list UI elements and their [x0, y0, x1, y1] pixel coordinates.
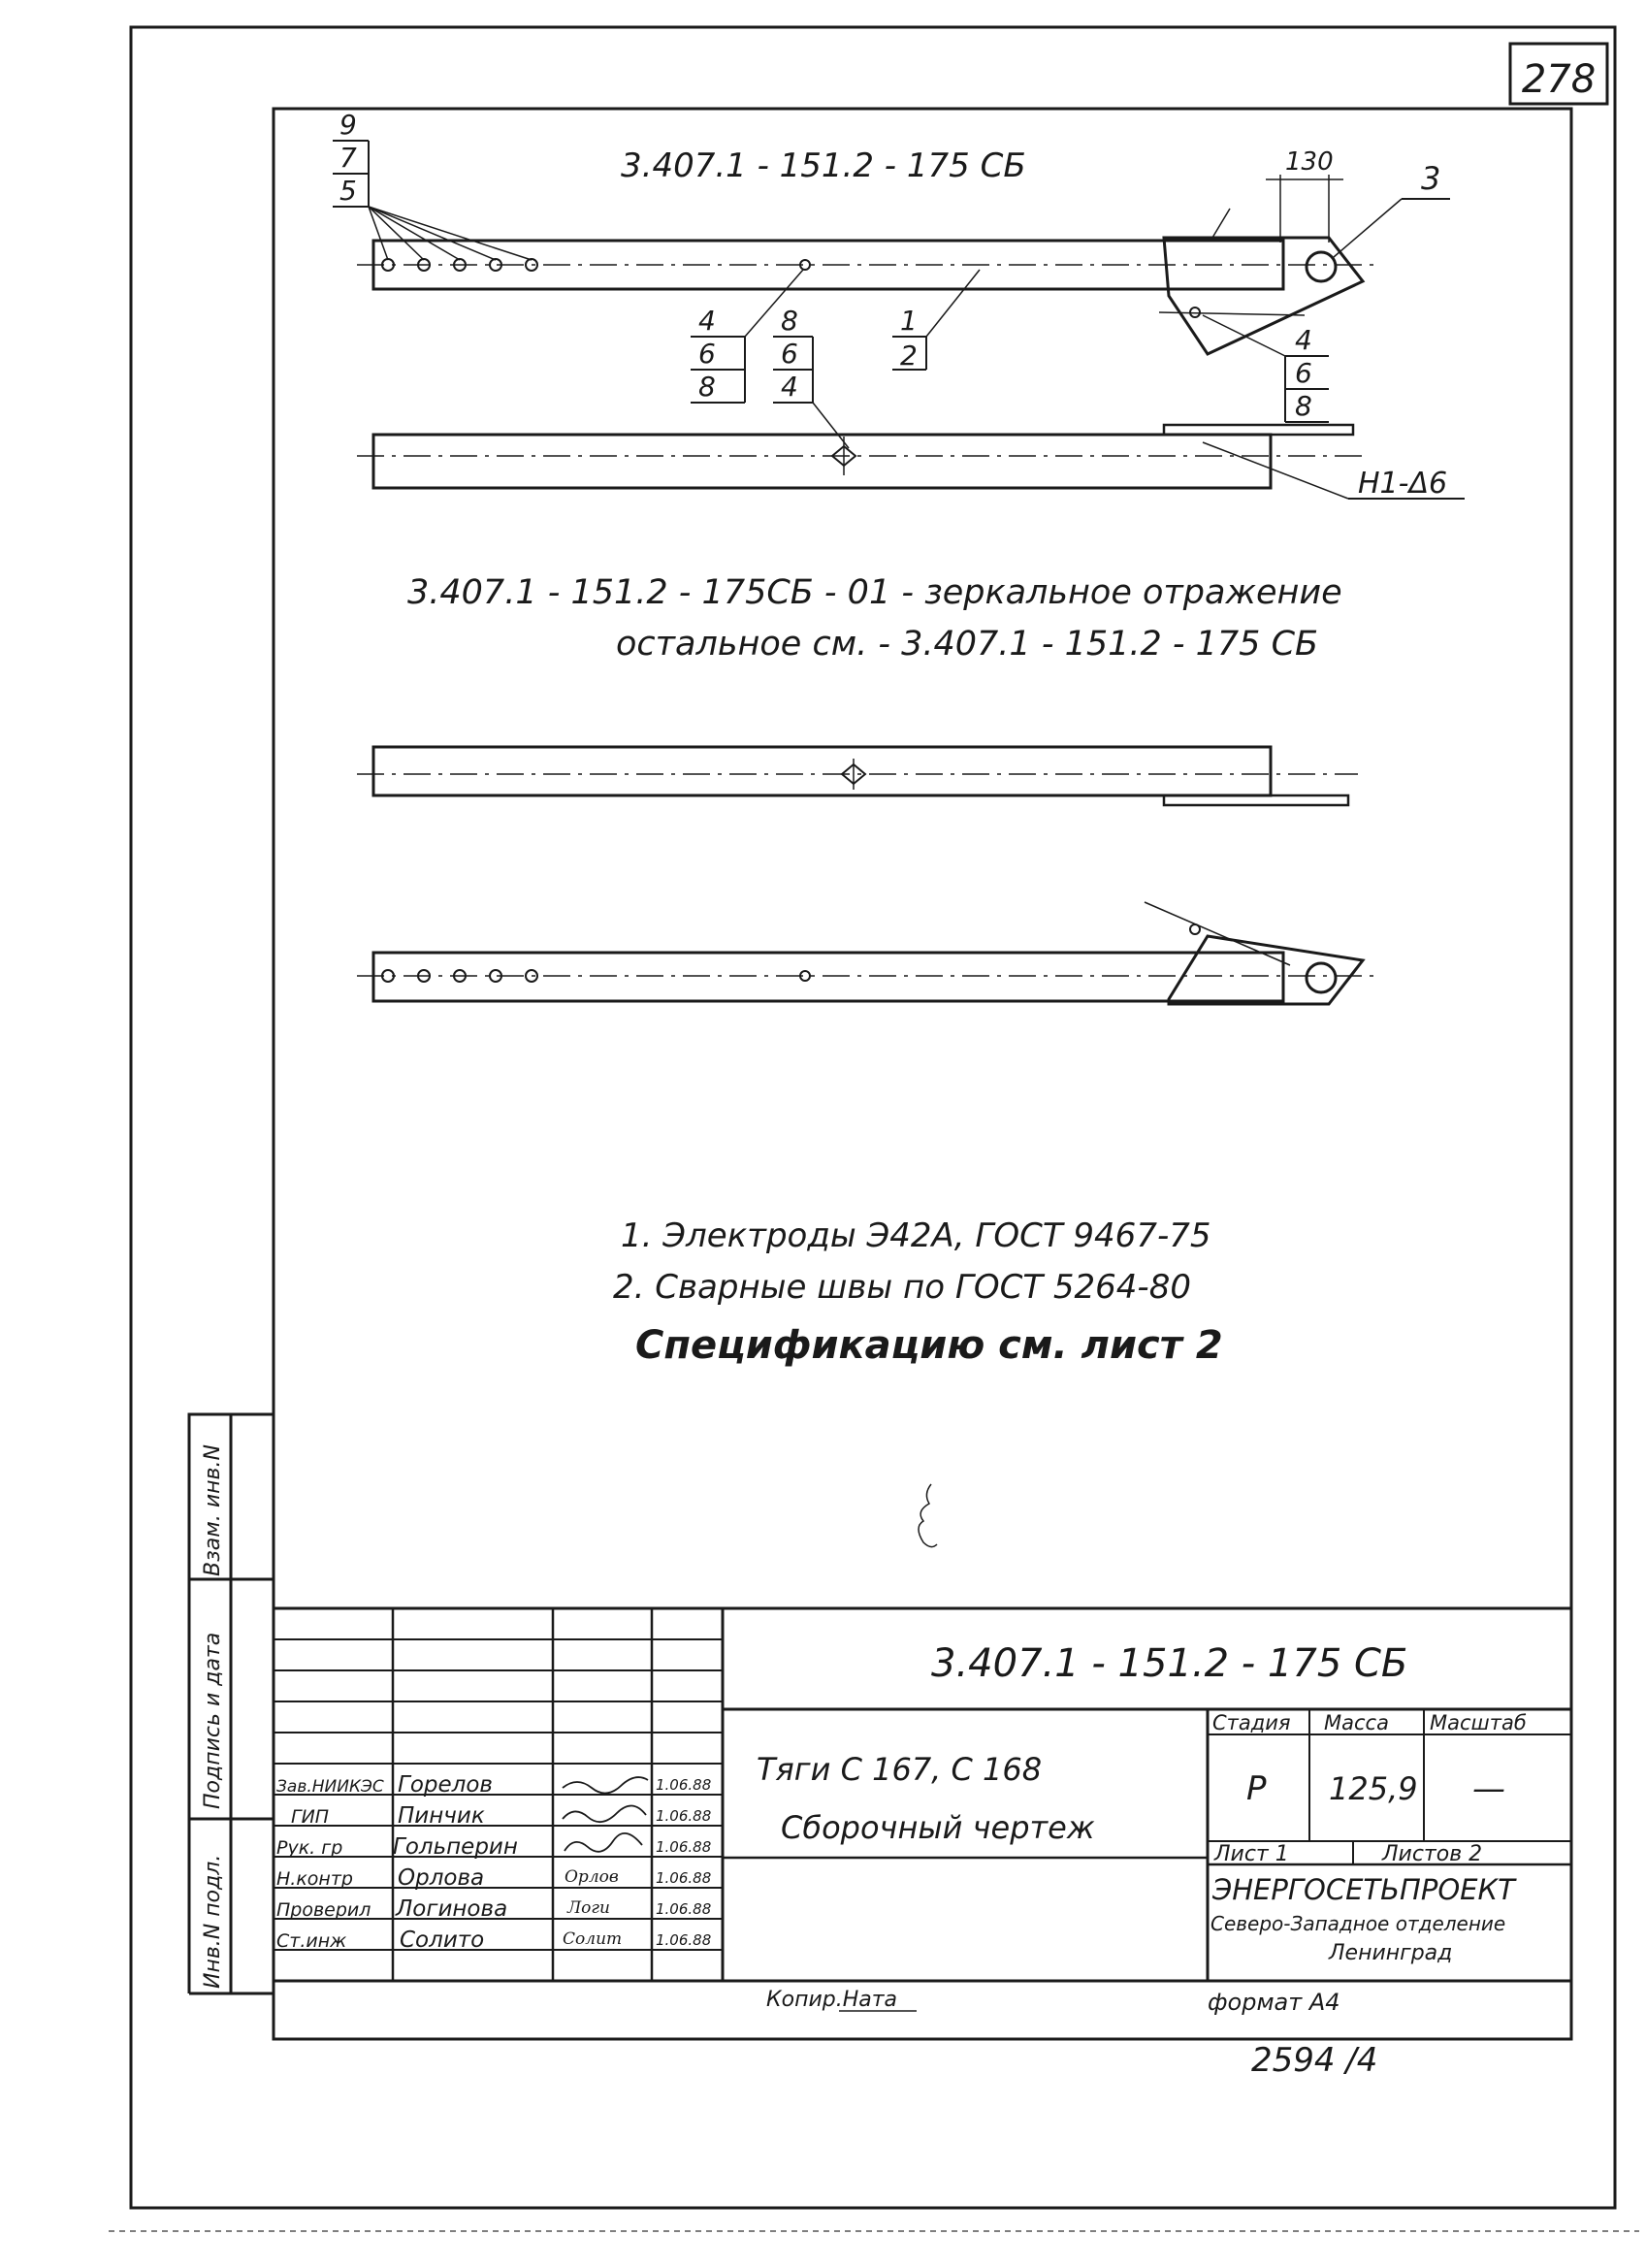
note-2: 2. Сварные швы по ГОСТ 5264-80 — [613, 1268, 1191, 1307]
signer-role: Ст.инж — [276, 1930, 347, 1952]
format-label: формат А4 — [1208, 1989, 1340, 2016]
signer-role: Рук. гр — [276, 1837, 343, 1859]
svg-text:9: 9 — [339, 109, 357, 141]
sheet-number: Лист 1 — [1214, 1842, 1289, 1866]
signature-mark: Орлов — [565, 1867, 619, 1887]
svg-text:8: 8 — [698, 371, 716, 403]
signer-role: Зав.НИИКЭС — [276, 1777, 384, 1797]
page-number: 278 — [1521, 57, 1597, 102]
spec-reference: Спецификацию см. лист 2 — [635, 1323, 1223, 1368]
svg-text:4: 4 — [1295, 324, 1312, 356]
signer-date: 1.06.88 — [656, 1776, 712, 1794]
svg-text:4: 4 — [698, 305, 716, 337]
signer-name: Орлова — [398, 1865, 485, 1891]
signer-date: 1.06.88 — [656, 1807, 712, 1825]
signer-name: Гольперин — [393, 1834, 518, 1860]
note-1: 1. Электроды Э42А, ГОСТ 9467-75 — [621, 1216, 1211, 1255]
signer-name: Логинова — [396, 1896, 508, 1922]
header-stage: Стадия — [1212, 1711, 1291, 1734]
rod-top-view — [357, 175, 1377, 354]
svg-text:8: 8 — [781, 305, 798, 337]
mirror-rod-side-view — [357, 747, 1358, 805]
callout-stack-left — [333, 109, 532, 260]
header-mass: Масса — [1324, 1711, 1389, 1734]
mirror-note-line2: остальное см. - 3.407.1 - 151.2 - 175 СБ — [616, 625, 1319, 664]
svg-text:1: 1 — [900, 305, 918, 337]
callout-stack-right — [1203, 315, 1329, 422]
signature-mark: Солит — [563, 1929, 623, 1949]
svg-text:4: 4 — [781, 371, 798, 403]
mirror-rod-top-view — [357, 902, 1377, 1004]
weld-note: Н1-Δ6 — [1358, 467, 1448, 501]
title-name-line2: Сборочный чертеж — [781, 1809, 1095, 1846]
signer-date: 1.06.88 — [656, 1869, 712, 1887]
signers — [276, 1772, 711, 1953]
value-mass: 125,9 — [1329, 1770, 1418, 1807]
sheets-total: Листов 2 — [1382, 1842, 1483, 1866]
svg-text:2: 2 — [900, 340, 918, 372]
title-doc-code: 3.407.1 - 151.2 - 175 СБ — [931, 1641, 1408, 1686]
end-lug-plate — [1164, 238, 1363, 354]
drawing-code-main: 3.407.1 - 151.2 - 175 СБ — [621, 146, 1026, 185]
signer-date: 1.06.88 — [656, 1931, 712, 1949]
svg-text:8: 8 — [1295, 390, 1312, 422]
value-scale: — — [1472, 1769, 1505, 1808]
signer-role: Н.контр — [276, 1868, 353, 1890]
archive-number: 2594 /4 — [1251, 2041, 1378, 2080]
stamp-original-inv: Инв.N подл. — [201, 1854, 225, 1989]
inner-frame — [274, 109, 1571, 2039]
callout-stack-b — [773, 305, 849, 448]
svg-text:5: 5 — [339, 175, 357, 207]
signer-role: Проверил — [276, 1899, 371, 1921]
callout-3: 3 — [1421, 160, 1441, 197]
svg-text:7: 7 — [339, 142, 357, 174]
org-name: ЭНЕРГОСЕТЬПРОЕКТ — [1212, 1873, 1515, 1906]
mirror-note-line1: 3.407.1 - 151.2 - 175СБ - 01 - зеркальное отражение — [407, 573, 1342, 612]
stamp-replacement: Взам. инв.N — [201, 1444, 225, 1576]
page-number-box — [1510, 44, 1607, 104]
value-stage: Р — [1246, 1769, 1267, 1808]
svg-text:6: 6 — [1295, 357, 1312, 389]
svg-text:6: 6 — [698, 338, 716, 370]
title-name-line1: Тяги С 167, С 168 — [757, 1751, 1043, 1788]
signer-name: Солито — [400, 1928, 485, 1953]
pencil-mark — [919, 1484, 937, 1547]
signer-name: Горелов — [398, 1772, 493, 1798]
svg-text:6: 6 — [781, 338, 798, 370]
stamp-signature-date: Подпись и дата — [201, 1632, 225, 1809]
signer-date: 1.06.88 — [656, 1838, 712, 1856]
org-branch: Северо-Западное отделение — [1210, 1912, 1506, 1935]
lug-hole — [1307, 252, 1336, 281]
org-city: Ленинград — [1329, 1941, 1453, 1965]
signer-date: 1.06.88 — [656, 1900, 712, 1918]
header-scale: Масштаб — [1430, 1711, 1527, 1734]
callout-stack-c — [892, 270, 980, 372]
signer-name: Пинчик — [398, 1803, 485, 1829]
side-stamp — [189, 1414, 274, 1993]
rod-side-view — [357, 425, 1465, 499]
dim-130: 130 — [1285, 147, 1334, 177]
signer-role: ГИП — [291, 1806, 330, 1828]
signature-mark: Логи — [567, 1898, 610, 1918]
copied-by: Копир.Ната — [766, 1988, 898, 2012]
